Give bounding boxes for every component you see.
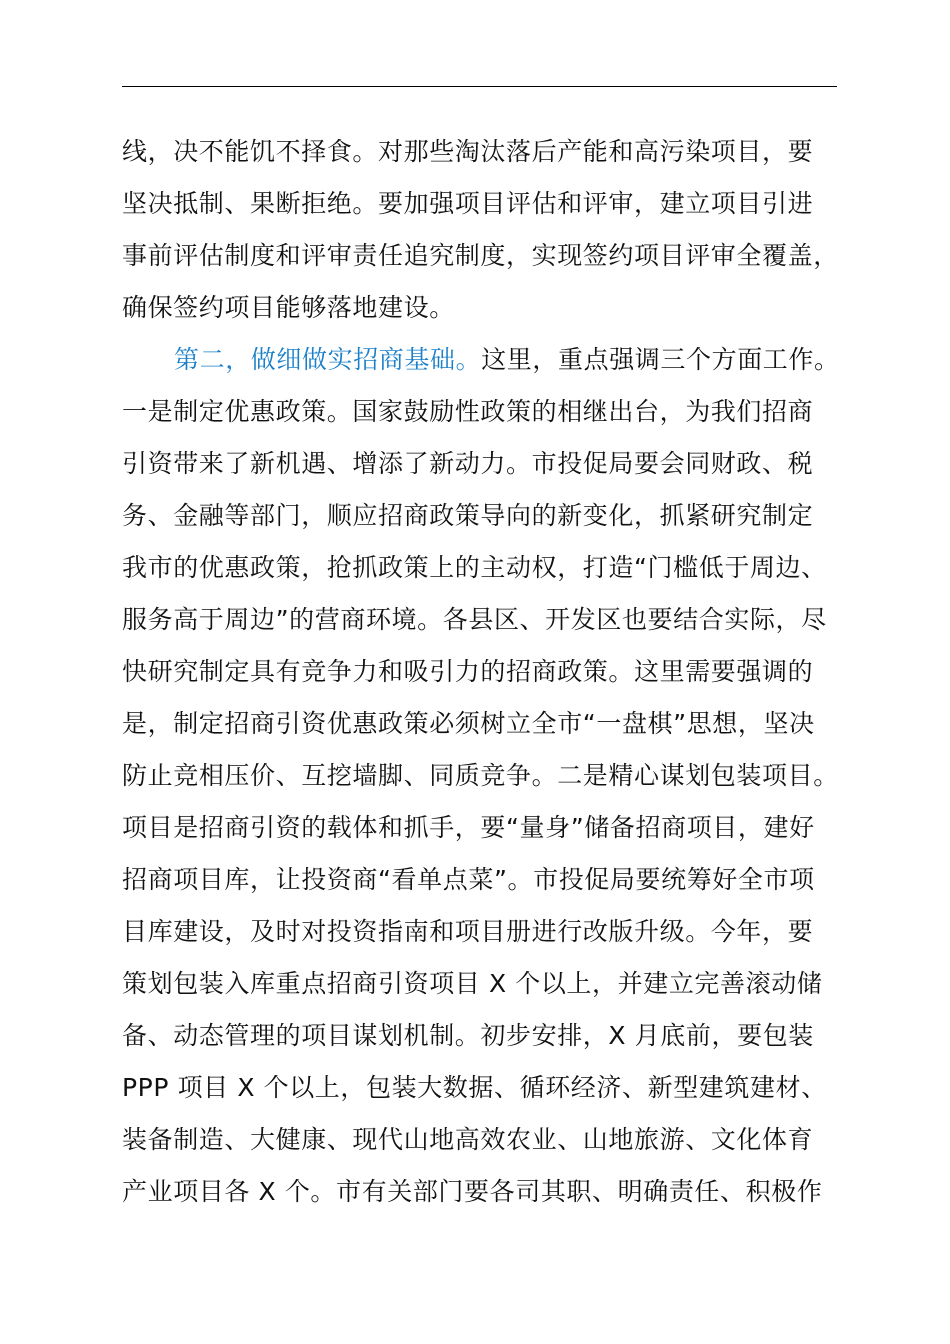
text-line: 服务高于周边”的营商环境。各县区、开发区也要结合实际，尽 bbox=[122, 605, 827, 634]
text-line: 项目是招商引资的载体和抓手，要“量身”储备招商项目，建好 bbox=[122, 813, 815, 842]
first-line-text: 这里，重点强调三个方面工作。 bbox=[481, 345, 840, 374]
text-line: 线，决不能饥不择食。对那些淘汰落后产能和高污染项目，要 bbox=[122, 137, 814, 166]
text-line: 策划包装入库重点招商引资项目 X 个以上，并建立完善滚动储 bbox=[122, 969, 823, 998]
text-line: 我市的优惠政策，抢抓政策上的主动权，打造“门槛低于周边、 bbox=[122, 553, 827, 582]
text-line: 是，制定招商引资优惠政策必须树立全市“一盘棋”思想，坚决 bbox=[122, 709, 815, 738]
text-line: 产业项目各 X 个。市有关部门要各司其职、明确责任、积极作 bbox=[122, 1177, 823, 1206]
text-line: 快研究制定具有竞争力和吸引力的招商政策。这里需要强调的 bbox=[122, 657, 814, 686]
text-line: 确保签约项目能够落地建设。 bbox=[122, 293, 455, 322]
text-line: 防止竞相压价、互挖墙脚、同质竞争。二是精心谋划包装项目。 bbox=[122, 761, 839, 790]
text-line: 装备制造、大健康、现代山地高效农业、山地旅游、文化体育 bbox=[122, 1125, 814, 1154]
paragraph-first-line bbox=[174, 344, 874, 376]
text-line: PPP 项目 X 个以上，包装大数据、循环经济、新型建筑建材、 bbox=[122, 1073, 827, 1102]
text-line: 引资带来了新机遇、增添了新动力。市投促局要会同财政、税 bbox=[122, 449, 814, 478]
text-line: 务、金融等部门，顺应招商政策导向的新变化，抓紧研究制定 bbox=[122, 501, 814, 530]
text-line: 坚决抵制、果断拒绝。要加强项目评估和评审，建立项目引进 bbox=[122, 189, 814, 218]
text-line: 目库建设，及时对投资指南和项目册进行改版升级。今年，要 bbox=[122, 917, 814, 946]
text-line: 一是制定优惠政策。国家鼓励性政策的相继出台，为我们招商 bbox=[122, 397, 814, 426]
section-heading: 第二，做细做实招商基础。 bbox=[174, 345, 482, 374]
text-line: 事前评估制度和评审责任追究制度，实现签约项目评审全覆盖， bbox=[122, 241, 839, 270]
text-line: 招商项目库，让投资商“看单点菜”。市投促局要统筹好全市项 bbox=[122, 865, 815, 894]
text-line: 备、动态管理的项目谋划机制。初步安排，X 月底前，要包装 bbox=[122, 1021, 814, 1050]
header-rule bbox=[122, 86, 837, 87]
